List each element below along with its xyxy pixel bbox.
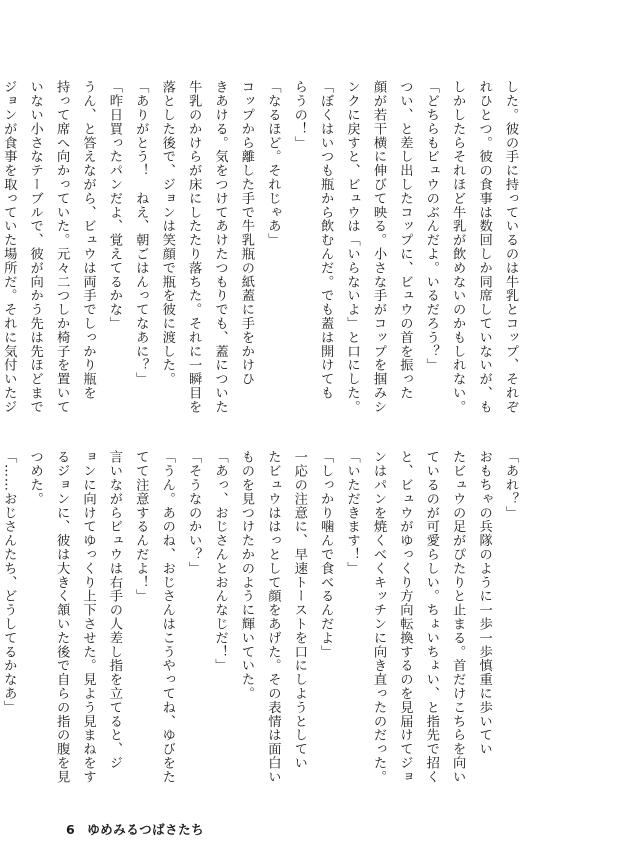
text-line: 牛乳のかけらが床にしたたり落ちた。それに一瞬目を [186,80,202,414]
text-line: 「なるほど。それじゃあ」 [265,80,281,247]
text-line: 持って席へ向かっていた。元々二つしか椅子を置いて [54,80,70,414]
text-line: 「しっかり噛んで食べるんだよ」 [318,450,334,659]
text-line: るジョンに、彼は大きく頷いた後で自らの指の腹を見 [54,450,70,784]
text-line: コップから離した手で牛乳瓶の紙蓋に手をかけひ [238,80,254,386]
text-line: おもちゃの兵隊のように一歩一歩慎重に歩いてい [476,450,492,756]
text-line: らうの！」 [291,80,307,150]
text-line: 「どちらもビュウのぶんだよ。いるだろう？」 [423,80,439,372]
text-line: ジョンが食事を取っていた場所だ。それに気付いたジ [1,80,17,414]
text-line: 「いただきます！」 [344,450,360,576]
book-title: ゆめみるつばさたち [87,822,205,837]
text-line: ものを見つけたかのように輝いていた。 [238,450,254,701]
text-line: 「そうなのかい？」 [186,450,202,576]
text-line: 「あれ？」 [503,450,518,520]
text-line: きあける。気をつけてあけたつもりでも、蓋についた [212,80,228,414]
text-line: 「ありがとう！ ねえ、朝ごはんってなあに？」 [133,80,149,386]
text-line: 「ぼくはいつも瓶から飲むんだ。でも蓋は開けても [318,80,334,400]
page-footer [66,820,204,838]
text-line: ているのが可愛らしい。ちょいちょい、と指先で招く [423,450,439,784]
text-line: しかしたらそれほど牛乳が飲めないのかもしれない。 [450,80,466,414]
text-line: 一応の注意に、早速トーストを口にしようとしてい [291,450,307,770]
text-line: たビュウははっとして顔をあげた。その表情は面白い [265,450,281,784]
text-line: うん、と答えながら、ビュウは両手でしっかり瓶を [80,80,96,400]
text-block-upper [1,80,523,416]
text-line: 「うん。あのね、おじさんはこうやってね、ゆびをた [159,450,175,784]
text-line: れひとつ。彼の食事は数回しか同席していないが、も [476,80,492,414]
text-line: 落とした後で、ジョンは笑顔で瓶を彼に渡した。 [159,80,175,386]
text-line: ンはパンを焼くべくキッチンに向き直ったのだった。 [370,450,386,784]
page-number: 6 [66,822,76,837]
text-line: いない小さなテーブルで、彼が向かう先は先ほどまで [27,80,43,414]
text-line: 顔が若干横に伸びて映る。小さな手がコップを掴みシ [370,80,386,414]
text-line: ョンに向けてゆっくり上下させた。見よう見まねをす [80,450,96,784]
text-line: つい、と差し出したコップに、ビュウの首を振った [397,80,413,400]
text-line: した。彼の手に持っているのは牛乳とコップ、それぞ [503,80,518,414]
text-line: 言いながらビュウは右手の人差し指を立てると、ジ [106,450,122,770]
text-line: たビュウの足がぴたりと止まる。首だけこちらを向い [450,450,466,784]
text-line: 「あっ、おじさんとおんなじだ！」 [212,450,228,673]
text-block-lower [1,450,523,790]
text-line: 「……おじさんたち、どうしてるかなあ」 [1,450,17,715]
text-line: てて注意するんだよ！」 [133,450,149,603]
text-line: 「昨日買ったパンだよ、覚えてるかな」 [106,80,122,331]
text-line: と、ビュウがゆっくり方向転換するのを見届けてジョ [397,450,413,784]
text-line: ンクに戻すと、ビュウは「いらないよ」と口にした。 [344,80,360,414]
text-line: つめた。 [27,450,43,506]
